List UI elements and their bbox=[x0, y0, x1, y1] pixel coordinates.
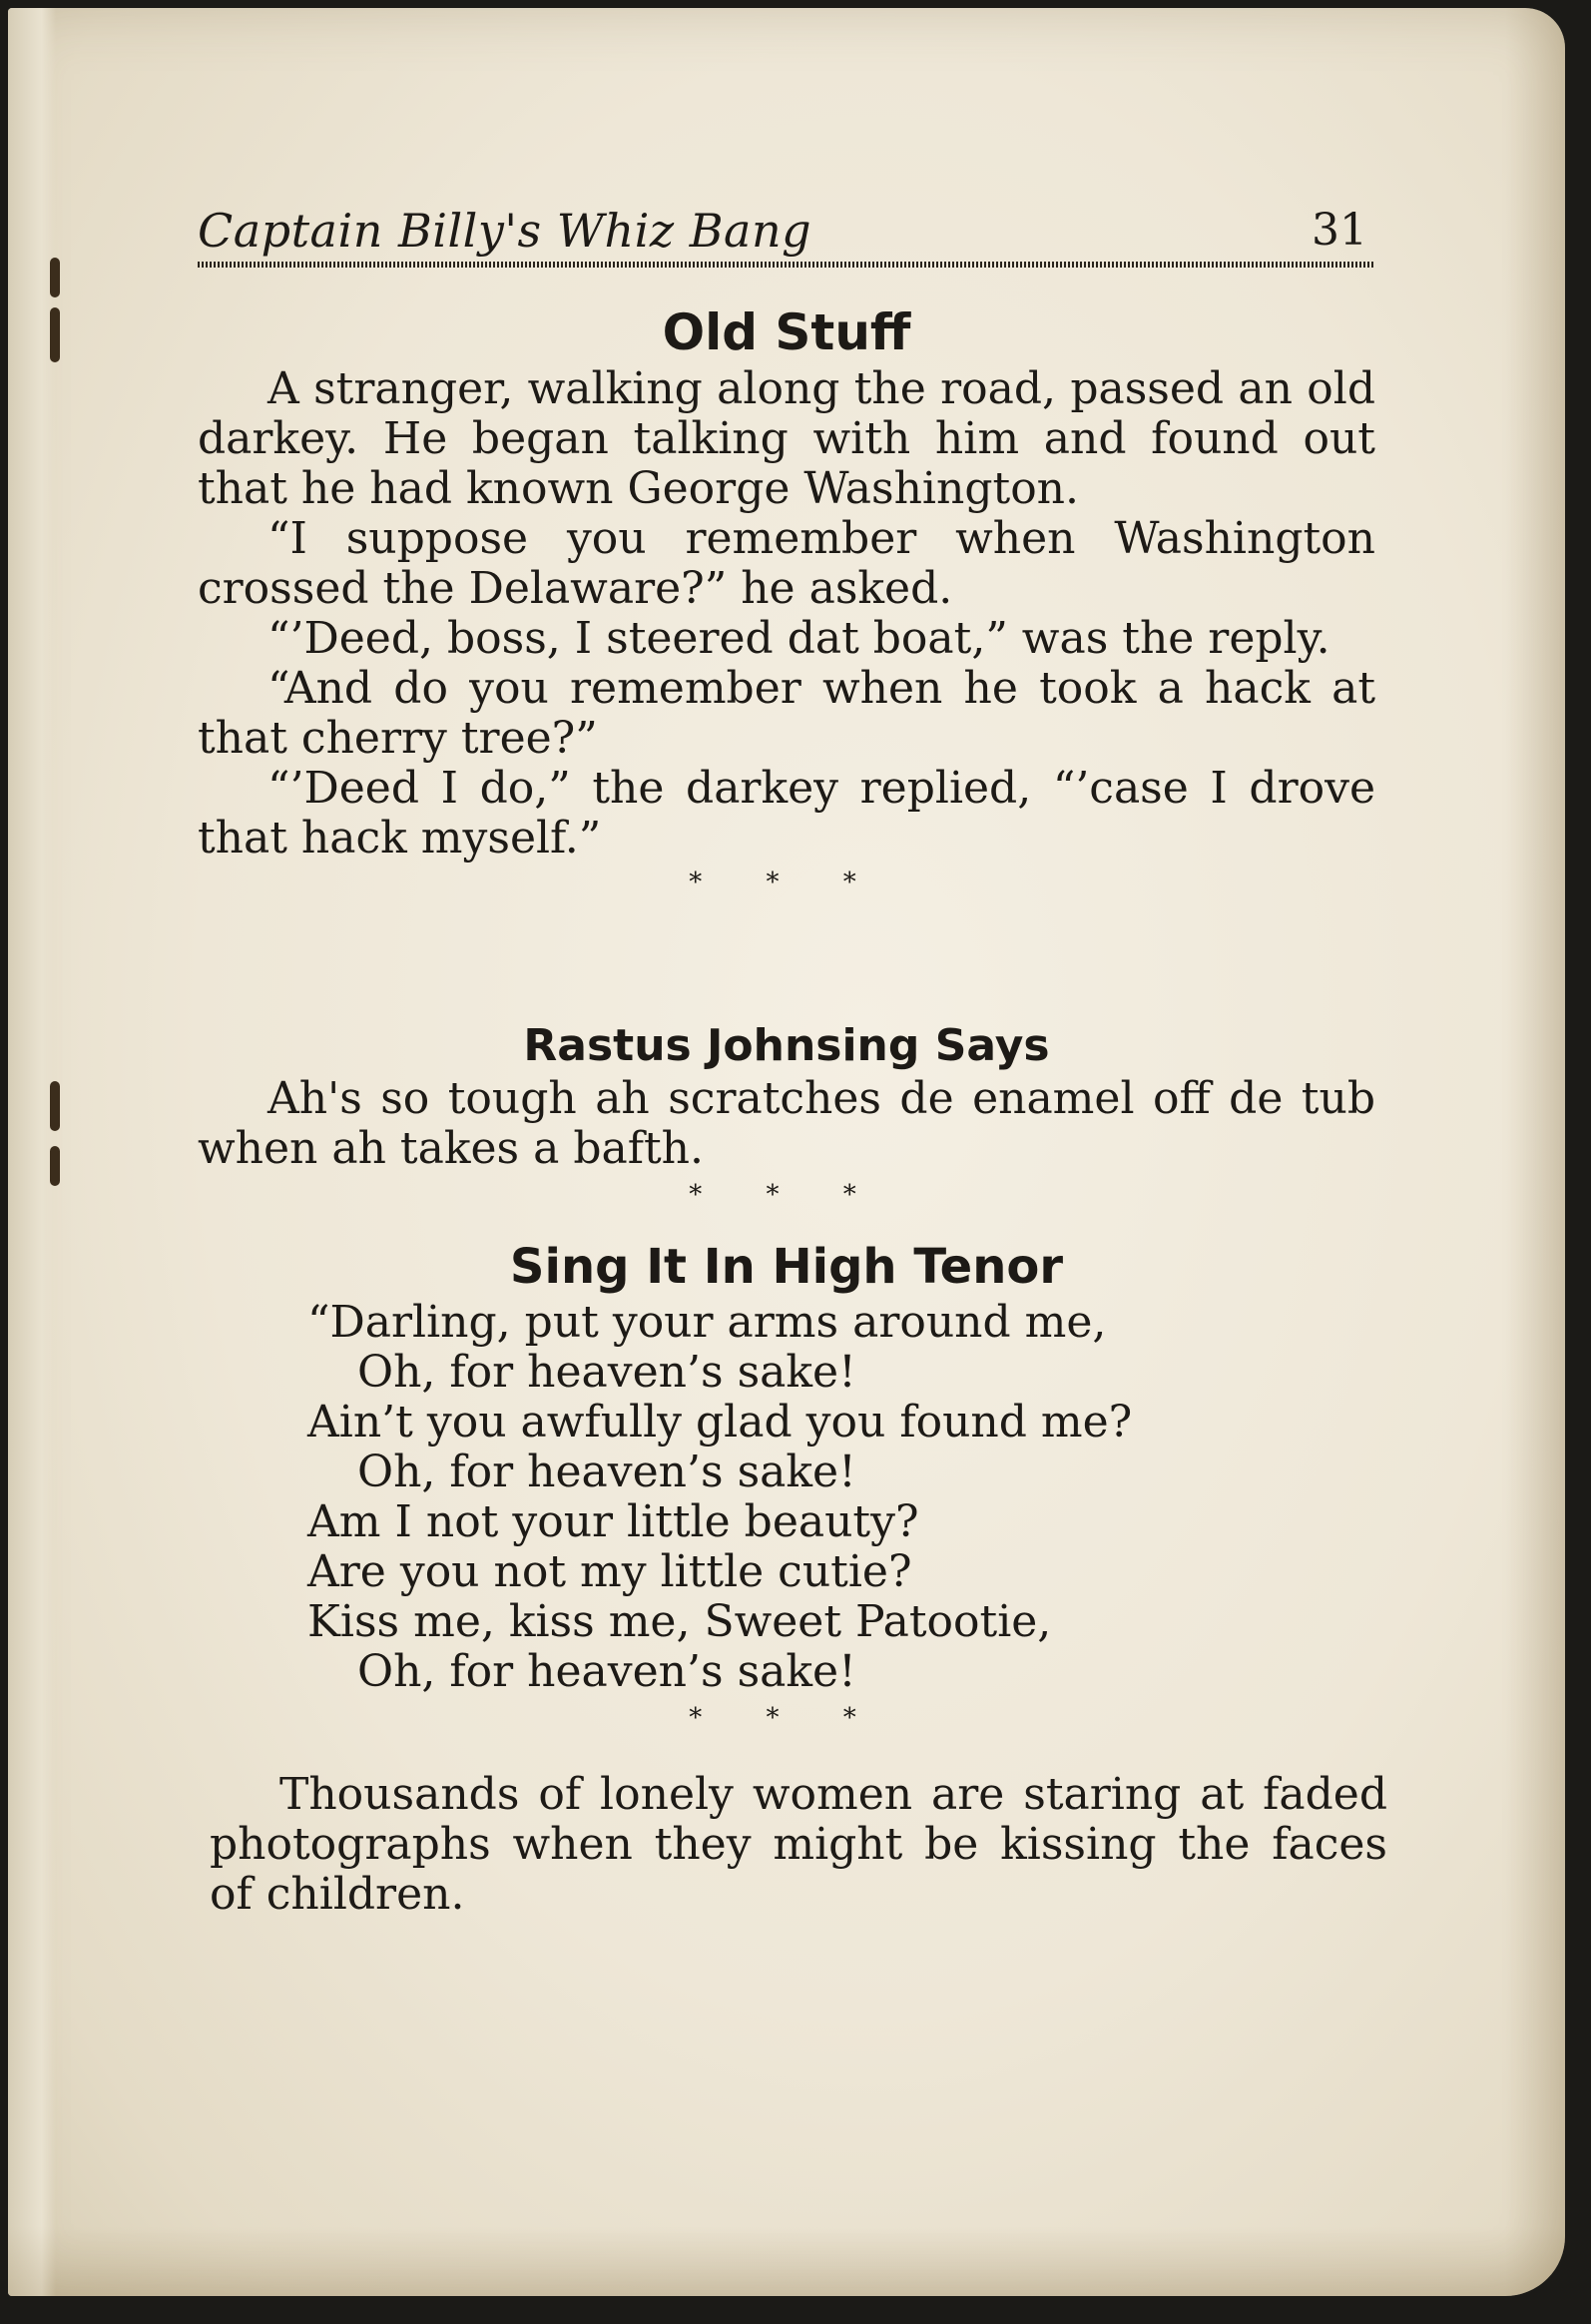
header-rule bbox=[198, 262, 1375, 268]
section-separator: * * * bbox=[689, 868, 884, 897]
article-paragraph: “And do you remember when he took a hack at that cherry tree?” bbox=[198, 663, 1375, 764]
running-header bbox=[198, 198, 1375, 268]
article-paragraph: Thousands of lonely women are staring at faded photographs when they might be kissing the faces of children. bbox=[210, 1769, 1387, 1920]
page-edge-shade bbox=[1505, 8, 1565, 2296]
poem-line: “Darling, put your arms around me, bbox=[307, 1297, 1107, 1348]
page-bottom-shade bbox=[8, 2226, 1565, 2296]
article-title: Sing It In High Tenor bbox=[509, 1239, 1064, 1295]
poem-line: Ain’t you awfully glad you found me? bbox=[307, 1397, 1133, 1448]
article-sing-it bbox=[198, 1236, 1375, 1733]
binding-hole-lower bbox=[50, 1081, 60, 1131]
section-separator: * * * bbox=[689, 1703, 884, 1733]
poem-line: Kiss me, kiss me, Sweet Patootie, bbox=[307, 1596, 1052, 1647]
page-number: 31 bbox=[1312, 205, 1367, 256]
article-paragraph: A stranger, walking along the road, passed an old darkey. He began talking with him and found out that he had known George Washington. bbox=[198, 363, 1375, 514]
poem-line: Oh, for heaven’s sake! bbox=[357, 1347, 856, 1398]
binding-hole-bottom bbox=[50, 1146, 60, 1186]
article-closing bbox=[210, 1770, 1387, 1920]
page-spine-shadow bbox=[8, 8, 56, 2296]
article-paragraph: Ah's so tough ah scratches de enamel off de tub when ah takes a bafth. bbox=[198, 1073, 1375, 1174]
article-title: Rastus Johnsing Says bbox=[523, 1020, 1050, 1071]
article-rastus-johnsing bbox=[198, 1018, 1375, 1210]
article-paragraph: “’Deed, boss, I steered dat boat,” was the reply. bbox=[267, 613, 1330, 664]
poem-line: Oh, for heaven’s sake! bbox=[357, 1447, 856, 1497]
article-title: Old Stuff bbox=[662, 303, 911, 361]
binding-hole-top bbox=[50, 258, 60, 297]
article-paragraph: “’Deed I do,” the darkey replied, “’case I drove that hack myself.” bbox=[198, 763, 1375, 864]
article-paragraph: “I suppose you remember when Washington crossed the Delaware?” he asked. bbox=[198, 513, 1375, 614]
poem bbox=[198, 1298, 1375, 1697]
book-page bbox=[8, 8, 1565, 2296]
running-title: Captain Billy's Whiz Bang bbox=[198, 204, 812, 258]
section-separator: * * * bbox=[689, 1180, 884, 1210]
poem-line: Are you not my little cutie? bbox=[307, 1546, 912, 1597]
article-old-stuff bbox=[198, 302, 1375, 897]
poem-line: Oh, for heaven’s sake! bbox=[357, 1646, 856, 1697]
binding-hole-upper bbox=[50, 307, 60, 362]
poem-line: Am I not your little beauty? bbox=[307, 1496, 919, 1547]
